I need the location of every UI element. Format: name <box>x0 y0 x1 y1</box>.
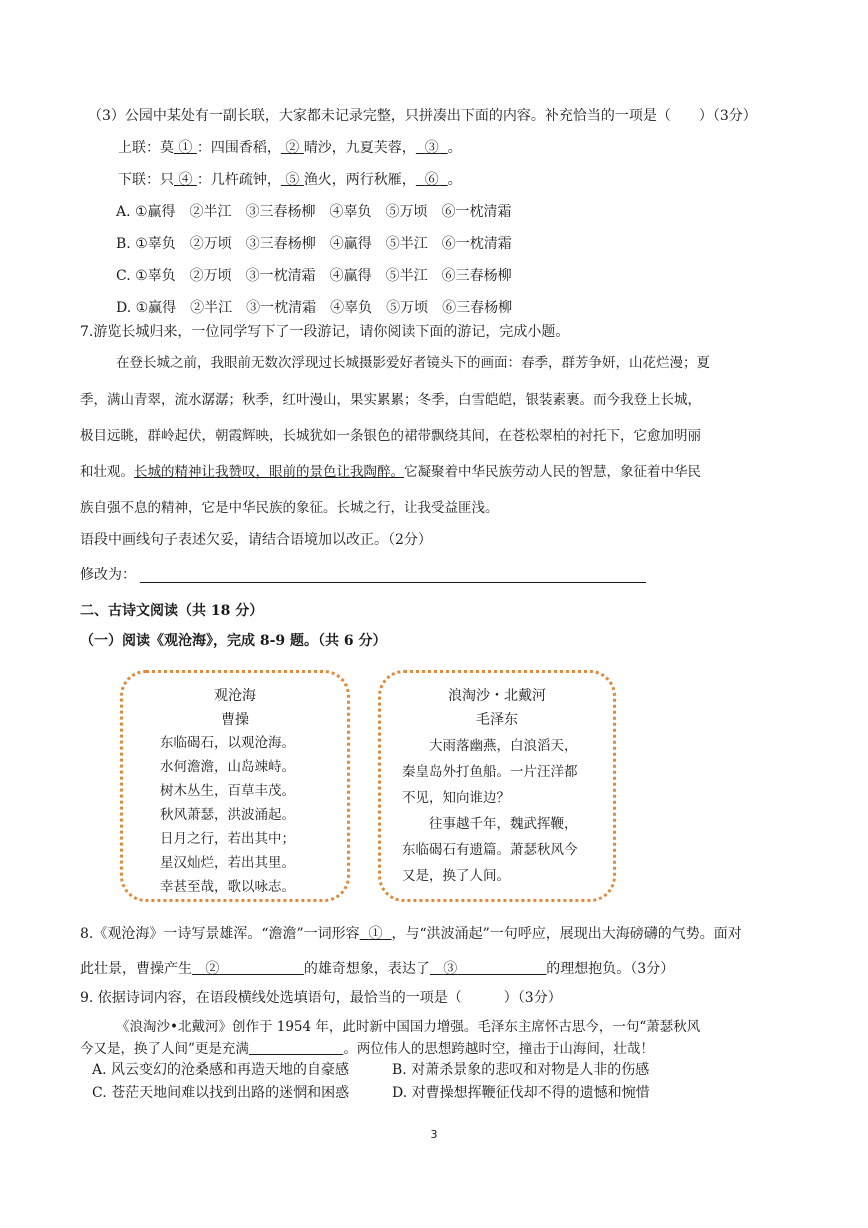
couplet-lower-part3: 渔火，两行秋雁， <box>303 172 416 188</box>
fix-label: 修改为： <box>80 567 136 583</box>
blank-5: ⑤ <box>285 172 300 188</box>
blank-3: ③ <box>424 140 439 156</box>
q8-line2: 此壮景，曹操产生 ② 的雄奇想象，表达了 ③ 的理想抱负。（3分） <box>80 961 675 977</box>
poem2-line: 又是，换了人间。 <box>402 868 510 884</box>
section-title: 二、古诗文阅读（共 18 分） <box>80 603 264 619</box>
poem1-line: 星汉灿烂，若出其里。 <box>160 855 295 871</box>
couplet-upper: 上联：莫 ① ：四围香稻， ② 晴沙，九夏芙蓉， ③ 。 <box>118 140 462 156</box>
q7-task: 语段中画线句子表述欠妥，请结合语境加以改正。（2分） <box>80 532 432 548</box>
answer-line[interactable] <box>140 582 646 583</box>
blank-4: ④ <box>178 172 193 188</box>
blank-1: ① <box>178 140 193 156</box>
poem1-line: 幸甚至哉，歌以咏志。 <box>160 879 295 895</box>
option-d: D. ①赢得 ②半江 ③一枕清霜 ④辜负 ⑤万顷 ⑥三春杨柳 <box>116 300 513 316</box>
q9-para-line1: 《浪淘沙•北戴河》创作于 1954 年，此时新中国国力增强。毛泽东主席怀古思今，一句“萧瑟秋风 <box>116 1019 701 1035</box>
q7-para-line3: 极目远眺，群岭起伏，朝霞辉映，长城犹如一条银色的裙带飘绕其间，在苍松翠柏的衬托下，它愈加明丽 <box>80 428 701 444</box>
q7-para-line2: 季，满山青翠，流水潺潺；秋季，红叶漫山，果实累累；冬季，白雪皑皑，银装素裹。而今我登上长城， <box>80 392 701 408</box>
couplet-lower: 下联：只 ④ ：几杵疏钟， ⑤ 渔火，两行秋雁， ⑥ 。 <box>118 172 462 188</box>
couplet-upper-start: 上联：莫 <box>118 140 174 156</box>
couplet-upper-part3: 晴沙，九夏芙蓉， <box>303 140 416 156</box>
q8-line1: 8.《观沧海》一诗写景雄浑。“澹澹”一词形容 ① ，与“洪波涌起”一句呼应，展现出大海磅礴的气势。面对 <box>80 926 742 942</box>
couplet-lower-start: 下联：只 <box>118 172 174 188</box>
poem2-line: 往事越千年，魏武挥鞭， <box>402 816 578 832</box>
blank-2: ② <box>285 140 300 156</box>
q7-stem: 7.游览长城归来，一位同学写下了一段游记，请你阅读下面的游记，完成小题。 <box>80 324 570 340</box>
q8-blank-3: ③ <box>443 961 458 977</box>
underlined-sentence: 长城的精神让我赞叹，眼前的景色让我陶醉。 <box>134 464 404 480</box>
poem1-title: 观沧海 <box>214 688 256 704</box>
poem2-line: 大雨落幽燕，白浪滔天， <box>402 738 578 754</box>
q9-option-d: D. 对曹操想挥鞭征伐却不得的遗憾和惋惜 <box>392 1085 650 1101</box>
poem1-line: 日月之行，若出其中； <box>160 831 295 847</box>
q9-option-a: A. 风云变幻的沧桑感和再造天地的自豪感 <box>92 1062 350 1078</box>
poem1-line: 树木丛生，百草丰茂。 <box>160 783 295 799</box>
q6-3-stem: （3）公园中某处有一副长联，大家都未记录完整，只拼凑出下面的内容。补充恰当的一项是（ ）（3分） <box>88 108 757 124</box>
option-a: A. ①赢得 ②半江 ③三春杨柳 ④辜负 ⑤万顷 ⑥一枕清霜 <box>116 204 512 220</box>
poem2-line: 秦皇岛外打鱼船。一片汪洋都 <box>402 764 578 780</box>
q9-option-c: C. 苍茫天地间难以找到出路的迷惘和困惑 <box>92 1085 350 1101</box>
q7-para-line1: 在登长城之前，我眼前无数次浮现过长城摄影爱好者镜头下的画面：春季，群芳争妍，山花烂漫；夏 <box>116 355 710 371</box>
option-c: C. ①辜负 ②万顷 ③一枕清霜 ④赢得 ⑤半江 ⑥三春杨柳 <box>116 268 512 284</box>
poem1-line: 水何澹澹，山岛竦峙。 <box>160 759 295 775</box>
poem2-title: 浪淘沙・北戴河 <box>448 688 546 704</box>
poem1-author: 曹操 <box>221 712 249 728</box>
subsection-title: （一）阅读《观沧海》，完成 8-9 题。（共 6 分） <box>80 633 387 649</box>
poem2-line: 东临碣石有遗篇。萧瑟秋风今 <box>402 842 578 858</box>
blank-6: ⑥ <box>424 172 439 188</box>
q8-blank-2: ② <box>205 961 220 977</box>
q9-stem: 9. 依据诗词内容，在语段横线处选填语句，最恰当的一项是（ ）（3分） <box>80 990 562 1006</box>
poem2-author: 毛泽东 <box>476 712 518 728</box>
q9-para-line2: 今又是，换了人间”更是充满 。两位伟人的思想跨越时空，撞击于山海间，壮哉！ <box>80 1041 654 1057</box>
q8-blank-1: ① <box>368 926 383 942</box>
q7-para-line5: 族自强不息的精神，它是中华民族的象征。长城之行，让我受益匪浅。 <box>80 500 499 516</box>
q7-para-line4: 和壮观。长城的精神让我赞叹，眼前的景色让我陶醉。它凝聚着中华民族劳动人民的智慧，象征着中华民 <box>80 464 701 480</box>
q9-blank <box>249 1041 343 1057</box>
page-number: 3 <box>430 1128 438 1141</box>
q9-option-b: B. 对萧杀景象的悲叹和对物是人非的伤感 <box>392 1062 650 1078</box>
couplet-upper-part2: ：四围香稻， <box>196 140 281 156</box>
option-b: B. ①辜负 ②万顷 ③三春杨柳 ④赢得 ⑤半江 ⑥一枕清霜 <box>116 236 512 252</box>
poem1-line: 秋风萧瑟，洪波涌起。 <box>160 807 295 823</box>
poem1-line: 东临碣石，以观沧海。 <box>160 735 295 751</box>
poem2-line: 不见，知向谁边？ <box>402 790 510 806</box>
couplet-lower-part2: ：几杵疏钟， <box>196 172 281 188</box>
